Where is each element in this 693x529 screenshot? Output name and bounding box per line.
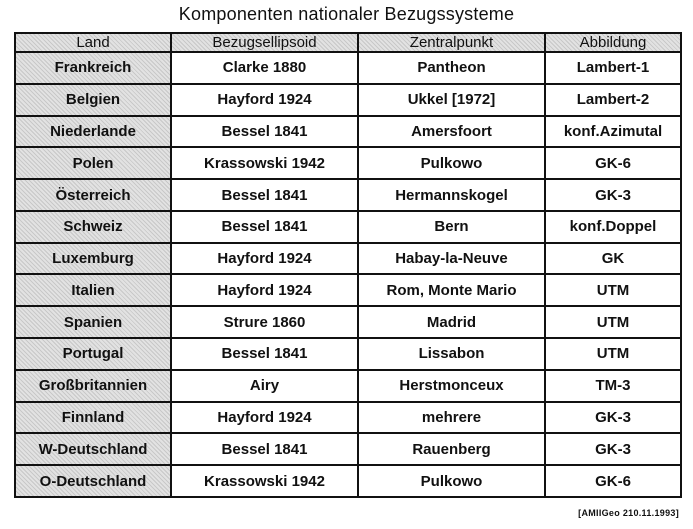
cell-land: Polen — [15, 147, 171, 179]
cell-land: Frankreich — [15, 52, 171, 84]
table-row — [15, 116, 681, 148]
table-row — [15, 306, 681, 338]
cell-abbildung: GK-6 — [545, 465, 681, 497]
cell-zentralpunkt: Habay-la-Neuve — [358, 243, 545, 275]
cell-bezugsellipsoid: Hayford 1924 — [171, 243, 358, 275]
table-row — [15, 338, 681, 370]
table-row — [15, 433, 681, 465]
cell-land: Großbritannien — [15, 370, 171, 402]
cell-abbildung: GK-3 — [545, 179, 681, 211]
cell-zentralpunkt: Rauenberg — [358, 433, 545, 465]
table-row — [15, 52, 681, 84]
cell-bezugsellipsoid: Bessel 1841 — [171, 179, 358, 211]
cell-zentralpunkt: Madrid — [358, 306, 545, 338]
cell-bezugsellipsoid: Krassowski 1942 — [171, 465, 358, 497]
cell-bezugsellipsoid: Airy — [171, 370, 358, 402]
cell-bezugsellipsoid: Clarke 1880 — [171, 52, 358, 84]
cell-bezugsellipsoid: Bessel 1841 — [171, 211, 358, 243]
cell-land: Italien — [15, 274, 171, 306]
cell-abbildung: GK-6 — [545, 147, 681, 179]
cell-land: Luxemburg — [15, 243, 171, 275]
table-row — [15, 179, 681, 211]
cell-abbildung: Lambert-1 — [545, 52, 681, 84]
cell-bezugsellipsoid: Strure 1860 — [171, 306, 358, 338]
cell-zentralpunkt: Pulkowo — [358, 147, 545, 179]
cell-abbildung: konf.Azimutal — [545, 116, 681, 148]
table-row — [15, 211, 681, 243]
reference-systems-table — [14, 32, 682, 498]
cell-bezugsellipsoid: Krassowski 1942 — [171, 147, 358, 179]
table-body — [15, 52, 681, 497]
cell-land: Portugal — [15, 338, 171, 370]
cell-bezugsellipsoid: Bessel 1841 — [171, 338, 358, 370]
cell-abbildung: Lambert-2 — [545, 84, 681, 116]
table-header-row — [15, 33, 681, 52]
cell-abbildung: konf.Doppel — [545, 211, 681, 243]
cell-bezugsellipsoid: Bessel 1841 — [171, 116, 358, 148]
cell-land: Niederlande — [15, 116, 171, 148]
cell-zentralpunkt: Bern — [358, 211, 545, 243]
cell-zentralpunkt: Ukkel [1972] — [358, 84, 545, 116]
table-row — [15, 147, 681, 179]
cell-abbildung: GK-3 — [545, 402, 681, 434]
header-bezugsellipsoid: Bezugsellipsoid — [171, 33, 358, 52]
table-row — [15, 402, 681, 434]
cell-land: Spanien — [15, 306, 171, 338]
cell-zentralpunkt: Rom, Monte Mario — [358, 274, 545, 306]
cell-abbildung: GK-3 — [545, 433, 681, 465]
cell-bezugsellipsoid: Hayford 1924 — [171, 402, 358, 434]
table-row — [15, 274, 681, 306]
header-land: Land — [15, 33, 171, 52]
cell-land: Österreich — [15, 179, 171, 211]
page-title: Komponenten nationaler Bezugssysteme — [178, 4, 515, 24]
cell-zentralpunkt: Amersfoort — [358, 116, 545, 148]
cell-zentralpunkt: Hermannskogel — [358, 179, 545, 211]
cell-land: Belgien — [15, 84, 171, 116]
header-abbildung: Abbildung — [545, 33, 681, 52]
cell-abbildung: TM-3 — [545, 370, 681, 402]
cell-zentralpunkt: Pulkowo — [358, 465, 545, 497]
cell-bezugsellipsoid: Hayford 1924 — [171, 84, 358, 116]
table-row — [15, 465, 681, 497]
cell-zentralpunkt: mehrere — [358, 402, 545, 434]
cell-abbildung: UTM — [545, 274, 681, 306]
table-row — [15, 84, 681, 116]
cell-bezugsellipsoid: Bessel 1841 — [171, 433, 358, 465]
cell-zentralpunkt: Pantheon — [358, 52, 545, 84]
header-zentralpunkt: Zentralpunkt — [358, 33, 545, 52]
cell-abbildung: GK — [545, 243, 681, 275]
cell-bezugsellipsoid: Hayford 1924 — [171, 274, 358, 306]
cell-land: W-Deutschland — [15, 433, 171, 465]
cell-land: O-Deutschland — [15, 465, 171, 497]
cell-zentralpunkt: Herstmonceux — [358, 370, 545, 402]
cell-zentralpunkt: Lissabon — [358, 338, 545, 370]
table-row — [15, 370, 681, 402]
cell-abbildung: UTM — [545, 338, 681, 370]
cell-land: Finnland — [15, 402, 171, 434]
cell-abbildung: UTM — [545, 306, 681, 338]
table-row — [15, 243, 681, 275]
cell-land: Schweiz — [15, 211, 171, 243]
source-footnote: [AMIIGeo 210.11.1993] — [578, 508, 679, 518]
